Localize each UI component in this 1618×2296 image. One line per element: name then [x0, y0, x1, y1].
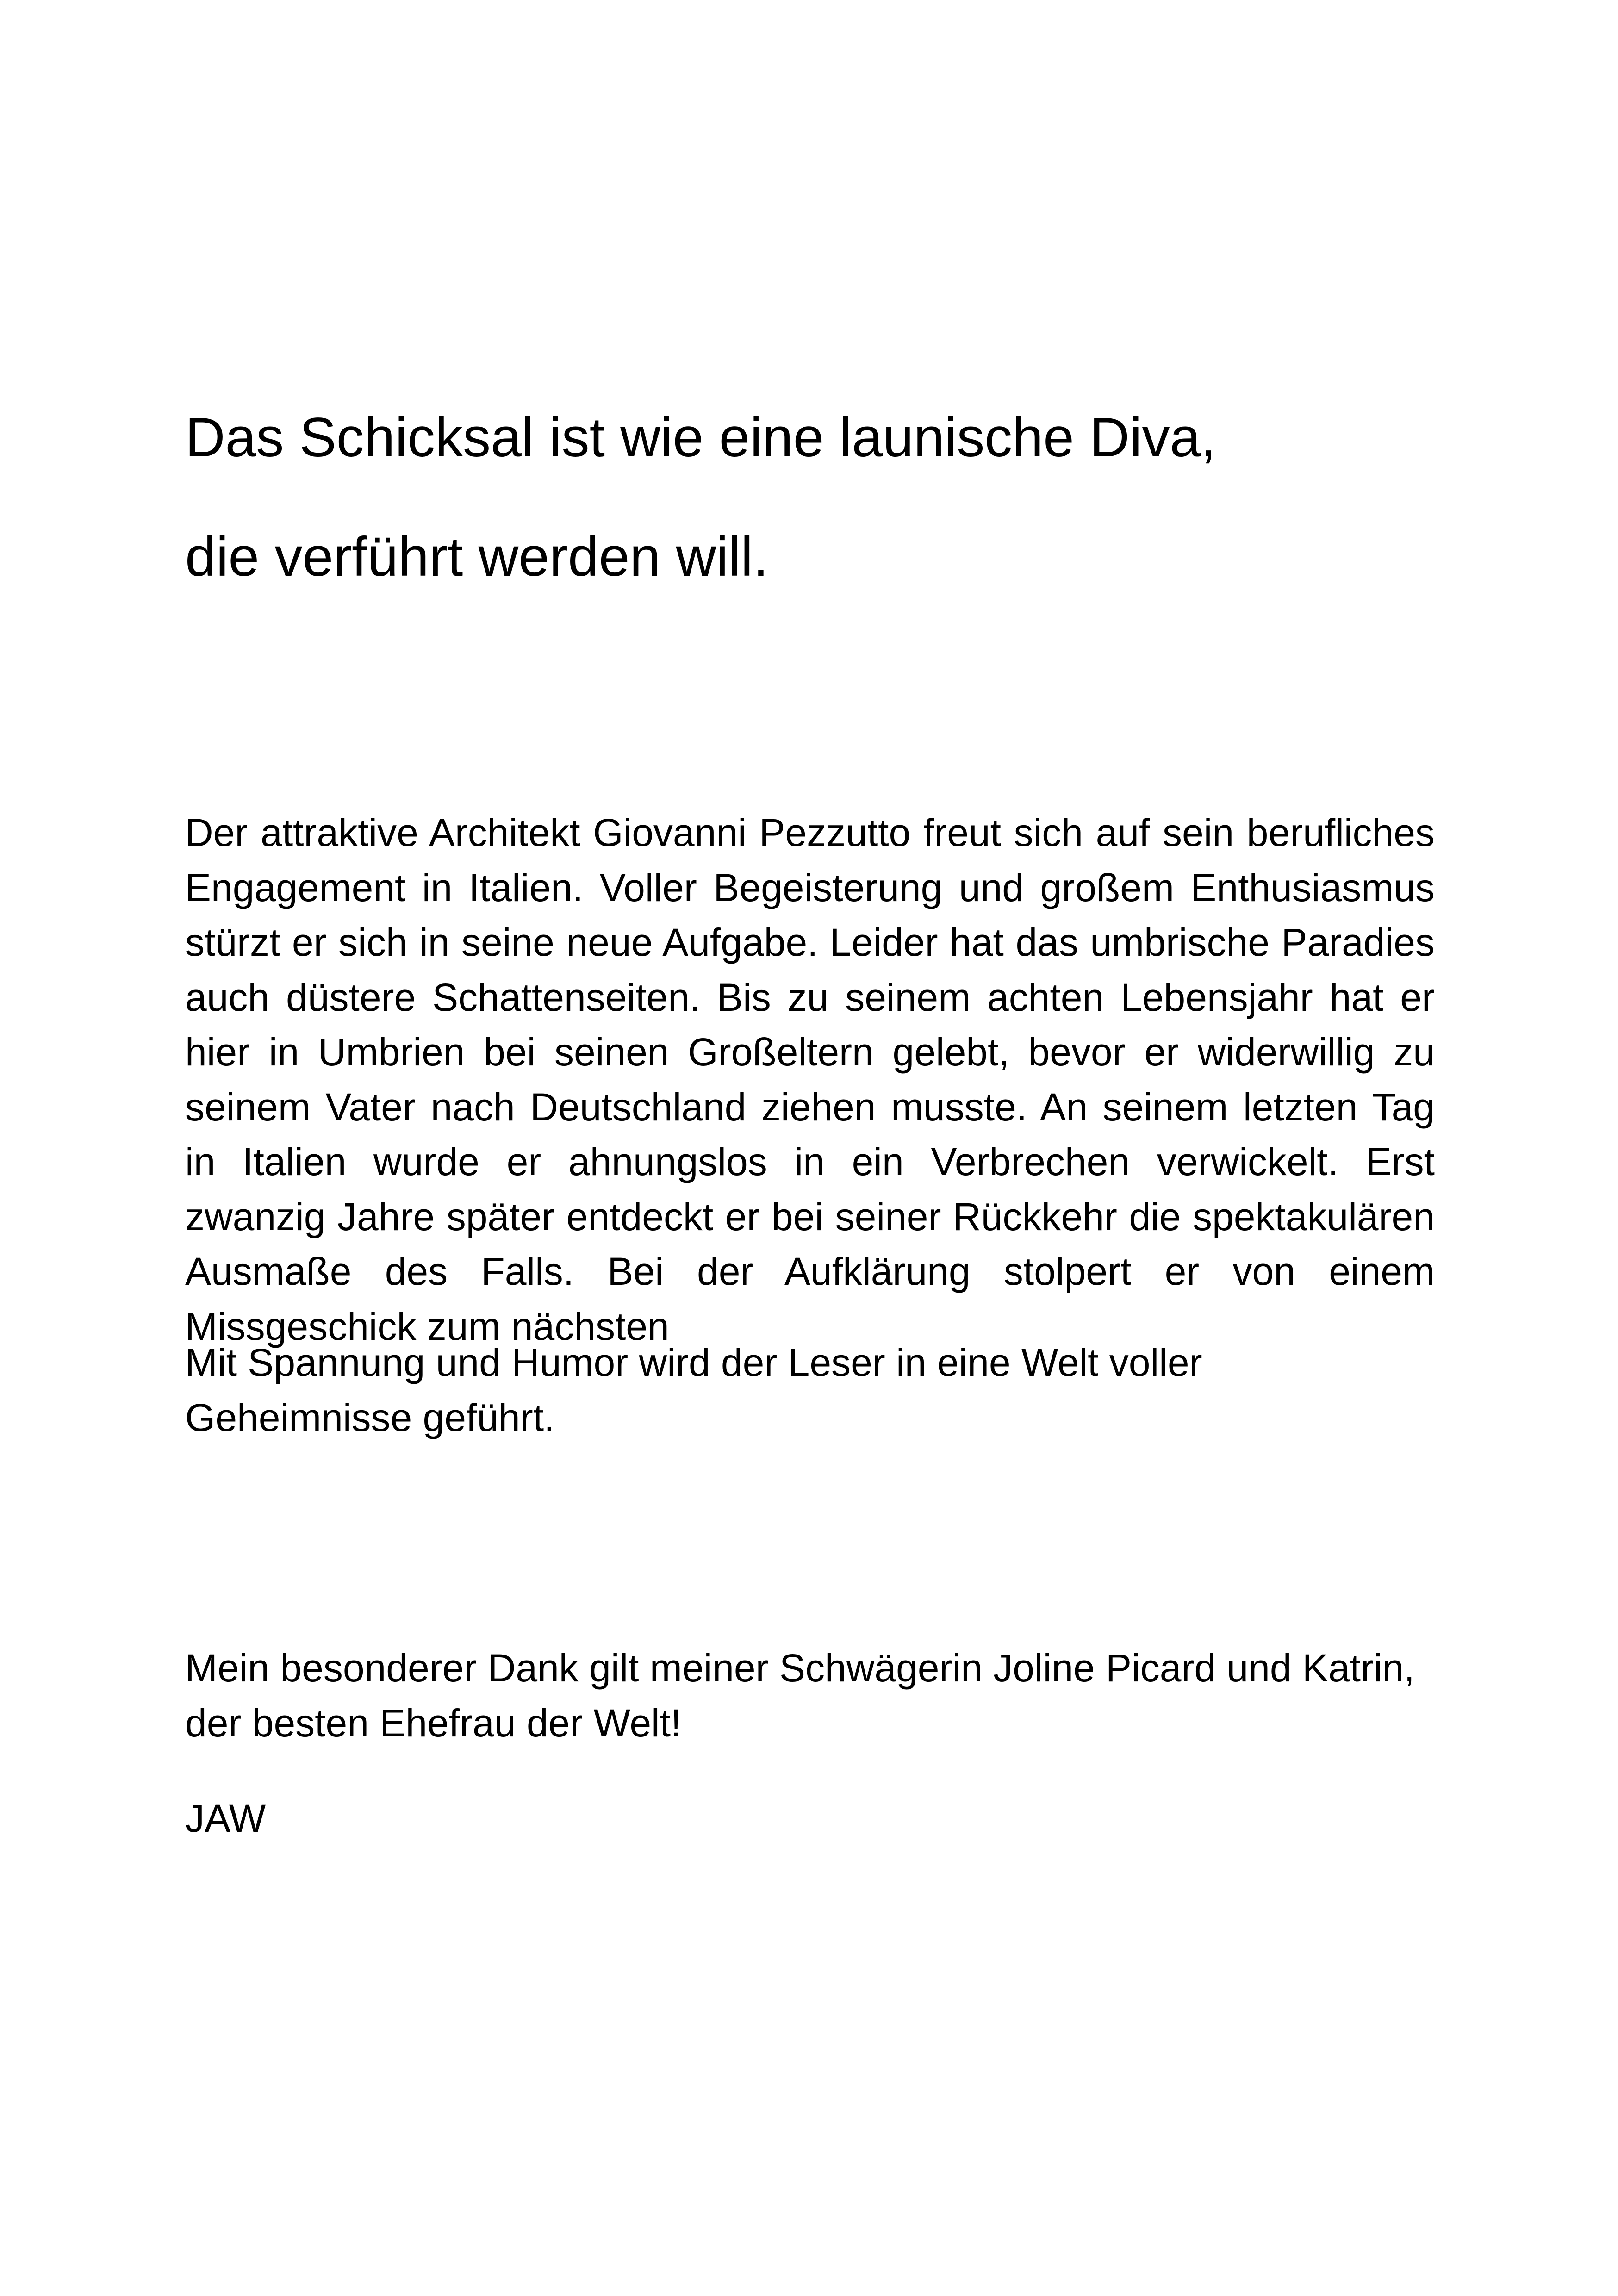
epigraph-line-1: Das Schicksal ist wie eine launische Diva, [185, 406, 1216, 468]
author-signature: JAW [185, 1797, 266, 1840]
epigraph-line-2: die verführt werden will. [185, 526, 769, 588]
blurb-paragraph-2: Mit Spannung und Humor wird der Leser in eine Welt voller Geheimnisse geführt. [185, 1341, 1202, 1439]
blurb-paragraph-1: Der attraktive Architekt Giovanni Pezzutto freut sich auf sein berufliches Engagement in Italien. Voller Begeisterung und großem Enthusiasmus stürzt er sich in seine neue Aufgabe. Leider hat das umbrische Paradies auch düstere Schattenseiten. Bis zu seinem achten Lebensjahr hat er hier in Umbrien bei seinen Großeltern gelebt, bevor er widerwillig zu seinem Vater nach Deutschland ziehen musste. An seinem letzten Tag in Italien wurde er ahnungslos in ein Verbrechen verwickelt. Erst zwanzig Jahre später entdeckt er bei seiner Rückkehr die spektakulären Ausmaße des Falls. Bei der Aufklärung stolpert er von einem Missgeschick zum nächsten [185, 811, 1435, 1348]
acknowledgement-text: Mein besonderer Dank gilt meiner Schwägerin Joline Picard und Katrin, der besten Ehefrau der Welt! [185, 1646, 1415, 1745]
